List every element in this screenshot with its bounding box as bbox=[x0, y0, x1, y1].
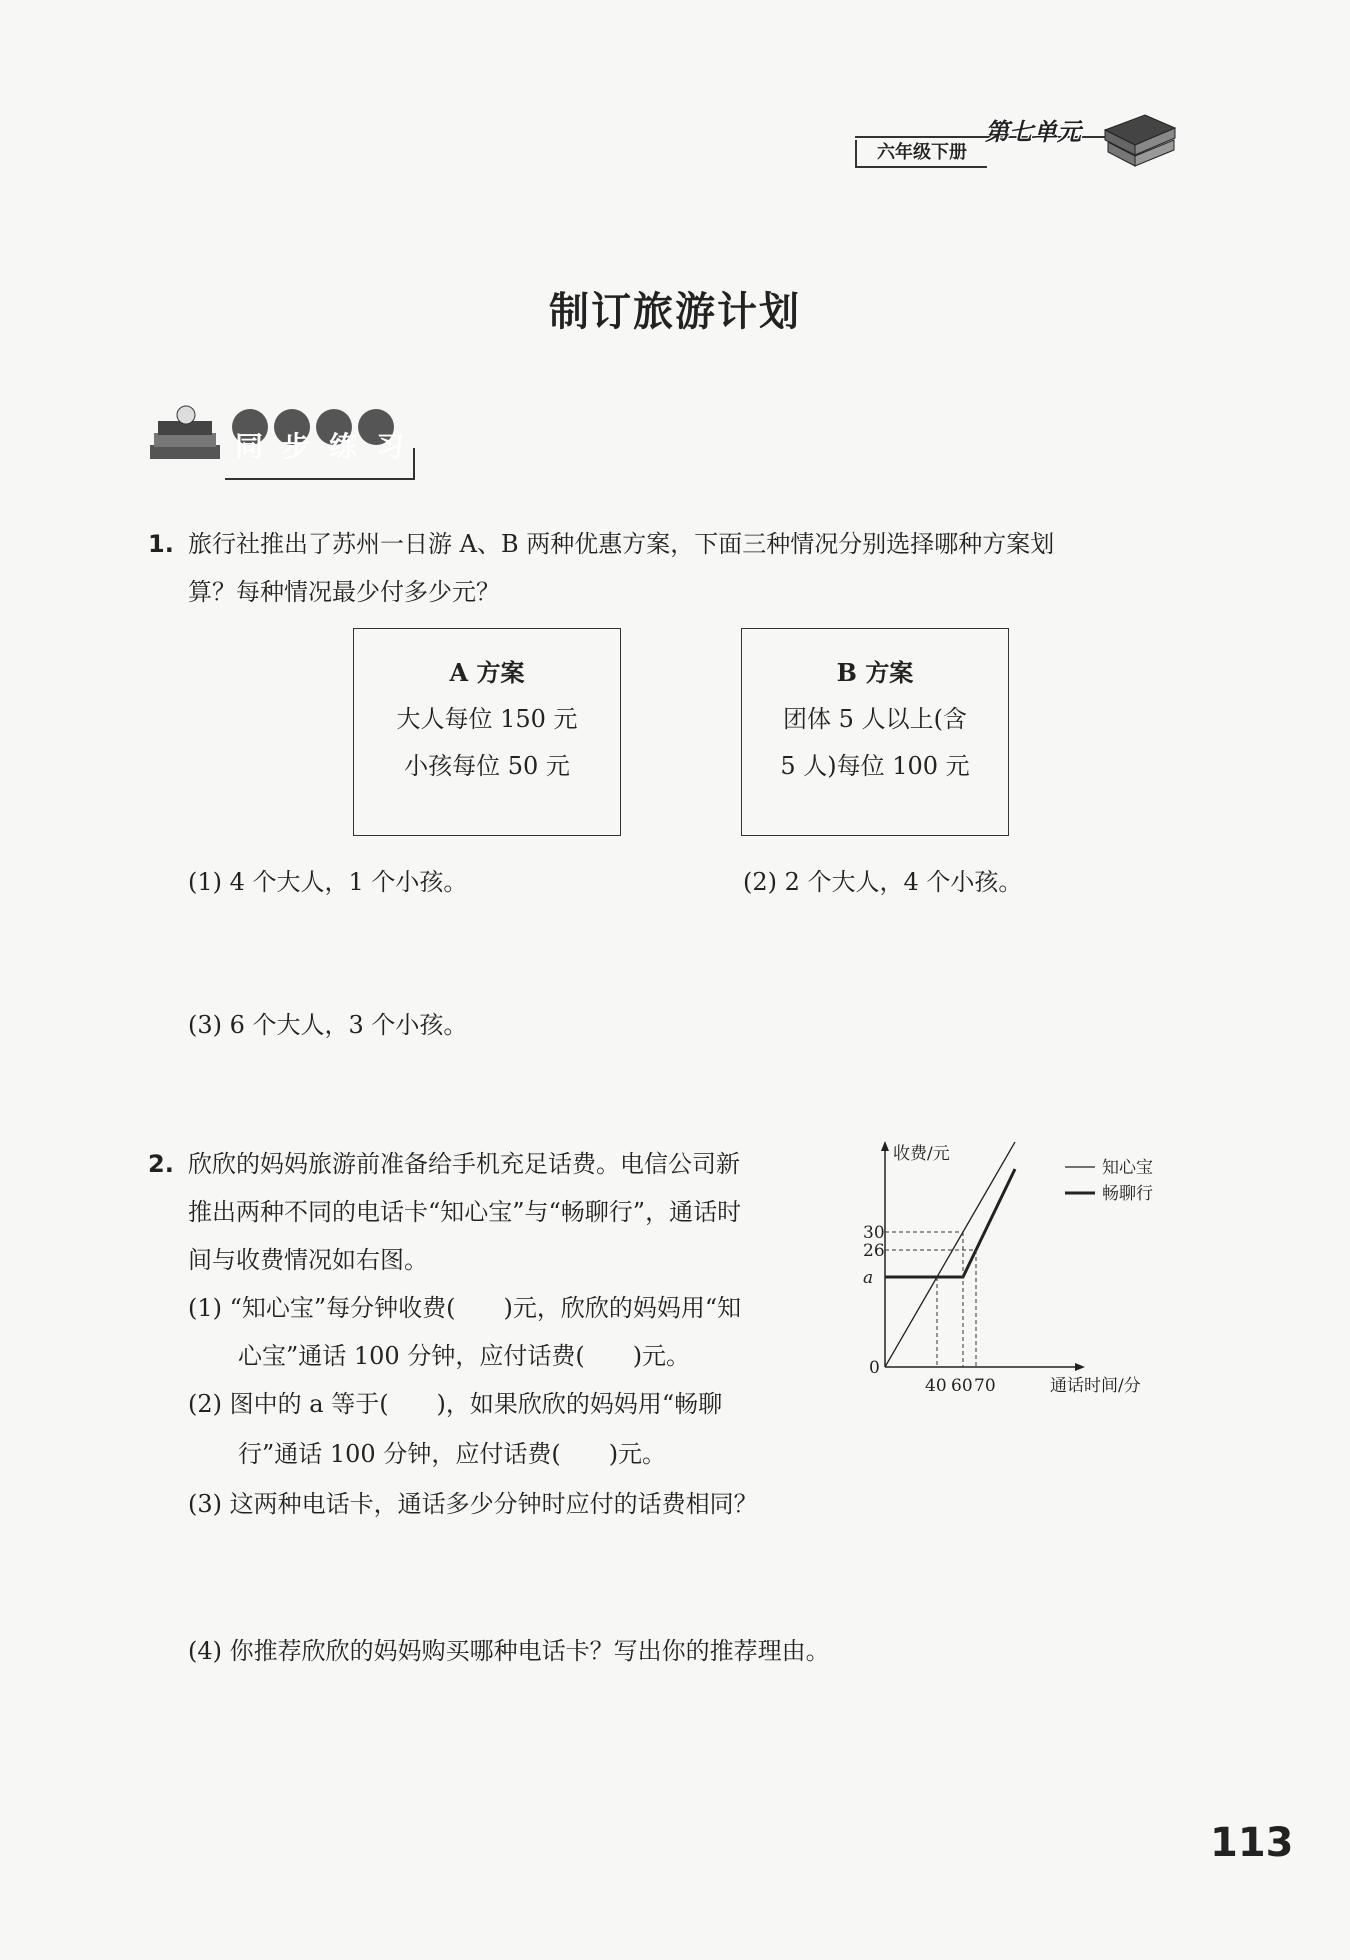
badge-underline bbox=[225, 478, 415, 480]
q1-num: 1. bbox=[148, 530, 174, 558]
plan-b-line1: 团体 5 人以上(含 bbox=[783, 705, 967, 733]
q2-sub2-line2: 行”通话 100 分钟，应付话费( )元。 bbox=[238, 1440, 667, 1468]
q1-line1: 旅行社推出了苏州一日游 A、B 两种优惠方案，下面三种情况分别选择哪种方案划 bbox=[188, 530, 1055, 558]
legend-label-1: 知心宝 bbox=[1102, 1158, 1153, 1178]
unit-label: 第七单元 bbox=[985, 118, 1081, 146]
q1-sub2: (2) 2 个大人，4 个小孩。 bbox=[743, 868, 1023, 896]
section-badge-label: 同步练习 bbox=[235, 430, 424, 463]
series-line-2 bbox=[885, 1169, 1015, 1277]
plan-b-box bbox=[741, 628, 1009, 836]
q2-sub4: (4) 你推荐欣欣的妈妈购买哪种电话卡？写出你的推荐理由。 bbox=[188, 1637, 830, 1665]
q2-num: 2. bbox=[148, 1150, 174, 1178]
plan-a-line2: 小孩每位 50 元 bbox=[404, 752, 570, 780]
plan-a-box bbox=[353, 628, 621, 836]
plan-b-line2: 5 人)每位 100 元 bbox=[780, 752, 970, 780]
y-axis-label: 收费/元 bbox=[893, 1144, 950, 1164]
legend-label-2: 畅聊行 bbox=[1102, 1184, 1153, 1204]
plan-a-title: A 方案 bbox=[449, 658, 525, 687]
x-tick-label-3: 70 bbox=[974, 1376, 996, 1396]
q2-sub2-line1: (2) 图中的 a 等于( )，如果欣欣的妈妈用“畅聊 bbox=[188, 1390, 723, 1418]
y-tick-label-3: 30 bbox=[863, 1223, 885, 1243]
y-tick-label-1: a bbox=[863, 1268, 874, 1288]
q2-line3: 间与收费情况如右图。 bbox=[188, 1246, 428, 1274]
grade-label: 六年级下册 bbox=[855, 140, 987, 168]
book-stack-icon bbox=[1100, 100, 1180, 180]
badge-edge bbox=[413, 448, 415, 480]
y-axis-arrow bbox=[881, 1141, 889, 1151]
plan-b-title: B 方案 bbox=[836, 658, 914, 687]
x-axis-arrow bbox=[1075, 1363, 1085, 1371]
q1-sub3: (3) 6 个大人，3 个小孩。 bbox=[188, 1011, 468, 1039]
plan-a-line1: 大人每位 150 元 bbox=[396, 705, 578, 733]
q1-number bbox=[148, 520, 174, 568]
q2-sub3: (3) 这两种电话卡，通话多少分钟时应付的话费相同？ bbox=[188, 1490, 758, 1518]
fee-chart bbox=[850, 1135, 1190, 1405]
x-axis-label: 通话时间/分 bbox=[1050, 1376, 1141, 1396]
origin-label: 0 bbox=[869, 1358, 880, 1378]
q2-line1: 欣欣的妈妈旅游前准备给手机充足话费。电信公司新 bbox=[188, 1150, 740, 1178]
page-title: 制订旅游计划 bbox=[549, 288, 801, 335]
x-tick-label-1: 40 bbox=[925, 1376, 947, 1396]
x-tick-label-2: 60 bbox=[951, 1376, 973, 1396]
page-number: 113 bbox=[1210, 1820, 1294, 1866]
q2-sub1-line2: 心宝”通话 100 分钟，应付话费( )元。 bbox=[238, 1342, 691, 1370]
q2-line2: 推出两种不同的电话卡“知心宝”与“畅聊行”，通话时 bbox=[188, 1198, 742, 1226]
series-line-1 bbox=[885, 1142, 1015, 1367]
q1-sub1: (1) 4 个大人，1 个小孩。 bbox=[188, 868, 468, 896]
q2-sub1-line1: (1) “知心宝”每分钟收费( )元，欣欣的妈妈用“知 bbox=[188, 1294, 742, 1322]
q1-line2: 算？每种情况最少付多少元？ bbox=[188, 578, 500, 606]
y-tick-label-2: 26 bbox=[863, 1241, 885, 1261]
